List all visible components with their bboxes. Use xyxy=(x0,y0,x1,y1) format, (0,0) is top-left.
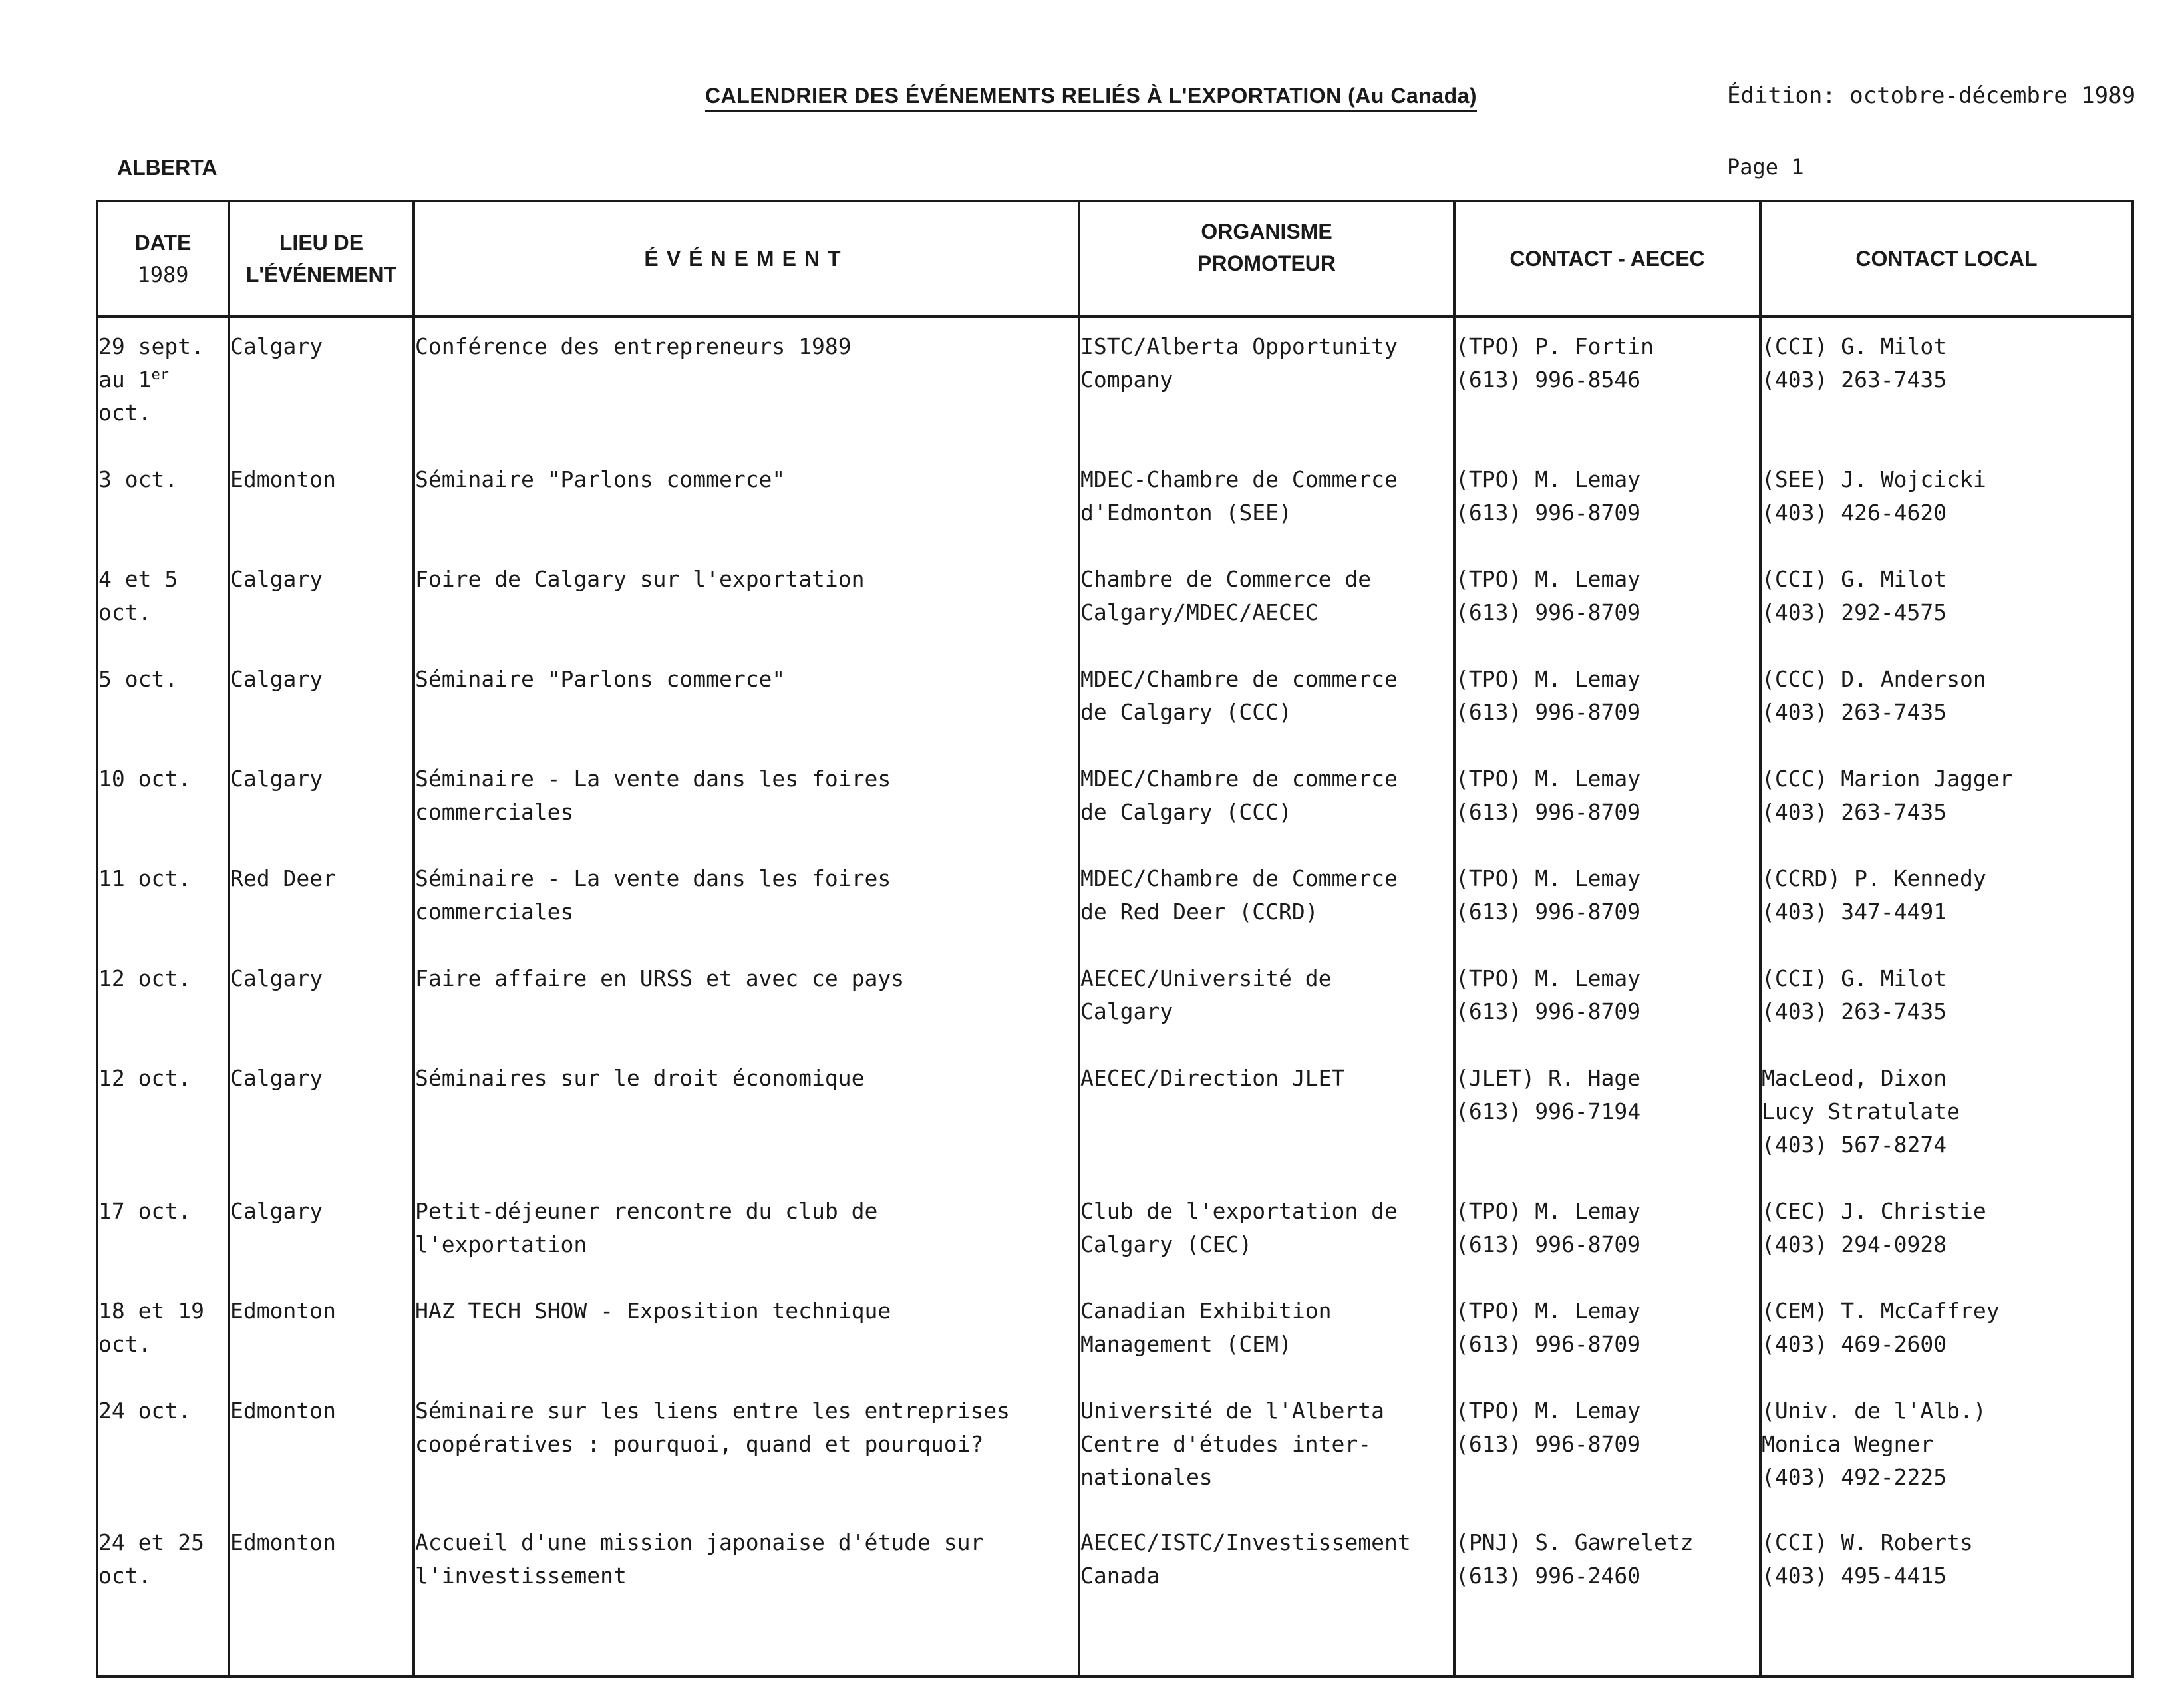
cell-evenement: Séminaire "Parlons commerce" xyxy=(414,451,1079,551)
col-header-evenement: ÉVÉNEMENT xyxy=(414,201,1079,317)
cell-lieu: Calgary xyxy=(229,317,414,451)
cell-lieu: Red Deer xyxy=(229,850,414,950)
cell-contact-local: (CCI) W. Roberts (403) 495-4415 xyxy=(1760,1514,2133,1676)
cell-organisme: AECEC/ISTC/Investissement Canada xyxy=(1079,1514,1454,1676)
cell-contact-aecec: (TPO) M. Lemay (613) 996-8709 xyxy=(1454,1382,1760,1514)
table-row xyxy=(97,750,2133,850)
cell-evenement: Séminaire - La vente dans les foires commerciales xyxy=(414,850,1079,950)
cell-date xyxy=(97,317,229,451)
table-row xyxy=(97,651,2133,750)
cell-date: 24 et 25 oct. xyxy=(97,1514,229,1676)
cell-lieu: Edmonton xyxy=(229,1283,414,1382)
cell-organisme: AECEC/Direction JLET xyxy=(1079,1050,1454,1183)
cell-date: 10 oct. xyxy=(97,750,229,850)
table-row xyxy=(97,1183,2133,1283)
cell-contact-local: (CCI) G. Milot (403) 292-4575 xyxy=(1760,551,2133,651)
cell-lieu: Calgary xyxy=(229,551,414,651)
cell-organisme: MDEC-Chambre de Commerce d'Edmonton (SEE) xyxy=(1079,451,1454,551)
cell-organisme: Chambre de Commerce de Calgary/MDEC/AECEC xyxy=(1079,551,1454,651)
table-row xyxy=(97,950,2133,1050)
cell-contact-local: (CEC) J. Christie (403) 294-0928 xyxy=(1760,1183,2133,1283)
cell-evenement: Séminaire - La vente dans les foires commerciales xyxy=(414,750,1079,850)
date-text-tail: oct. xyxy=(98,400,152,426)
cell-contact-local: (CCC) D. Anderson (403) 263-7435 xyxy=(1760,651,2133,750)
cell-contact-local: (CCI) G. Milot (403) 263-7435 xyxy=(1760,317,2133,451)
cell-contact-aecec: (TPO) M. Lemay (613) 996-8709 xyxy=(1454,551,1760,651)
table-row xyxy=(97,1514,2133,1676)
cell-organisme: ISTC/Alberta Opportunity Company xyxy=(1079,317,1454,451)
cell-evenement: Faire affaire en URSS et avec ce pays xyxy=(414,950,1079,1050)
cell-lieu: Edmonton xyxy=(229,451,414,551)
cell-contact-aecec: (TPO) M. Lemay (613) 996-8709 xyxy=(1454,850,1760,950)
cell-contact-local: (CEM) T. McCaffrey (403) 469-2600 xyxy=(1760,1283,2133,1382)
cell-contact-aecec: (JLET) R. Hage (613) 996-7194 xyxy=(1454,1050,1760,1183)
cell-organisme: AECEC/Université de Calgary xyxy=(1079,950,1454,1050)
cell-evenement: Accueil d'une mission japonaise d'étude sur l'investissement xyxy=(414,1514,1079,1676)
cell-lieu: Calgary xyxy=(229,750,414,850)
cell-lieu: Edmonton xyxy=(229,1514,414,1676)
cell-contact-aecec: (TPO) M. Lemay (613) 996-8709 xyxy=(1454,1183,1760,1283)
col-header-organisme: ORGANISME PROMOTEUR xyxy=(1079,201,1454,317)
col-header-lieu: LIEU DE L'ÉVÉNEMENT xyxy=(229,201,414,317)
province-label: ALBERTA xyxy=(117,156,218,180)
cell-contact-aecec: (PNJ) S. Gawreletz (613) 996-2460 xyxy=(1454,1514,1760,1676)
table-row xyxy=(97,1283,2133,1382)
cell-lieu: Calgary xyxy=(229,1050,414,1183)
cell-date: 17 oct. xyxy=(97,1183,229,1283)
cell-date: 5 oct. xyxy=(97,651,229,750)
cell-date: 12 oct. xyxy=(97,1050,229,1183)
cell-contact-local: (SEE) J. Wojcicki (403) 426-4620 xyxy=(1760,451,2133,551)
table-header-row xyxy=(97,201,2133,317)
cell-contact-local: (CCI) G. Milot (403) 263-7435 xyxy=(1760,950,2133,1050)
cell-contact-aecec: (TPO) M. Lemay (613) 996-8709 xyxy=(1454,651,1760,750)
cell-contact-aecec: (TPO) M. Lemay (613) 996-8709 xyxy=(1454,451,1760,551)
cell-contact-local: (Univ. de l'Alb.) Monica Wegner (403) 492-2225 xyxy=(1760,1382,2133,1514)
cell-contact-aecec: (TPO) M. Lemay (613) 996-8709 xyxy=(1454,750,1760,850)
cell-date: 18 et 19 oct. xyxy=(97,1283,229,1382)
cell-evenement: Séminaire sur les liens entre les entreprises coopératives : pourquoi, quand et pourquoi? xyxy=(414,1382,1079,1514)
cell-contact-local: (CCRD) P. Kennedy (403) 347-4491 xyxy=(1760,850,2133,950)
cell-organisme: MDEC/Chambre de commerce de Calgary (CCC) xyxy=(1079,750,1454,850)
cell-organisme: MDEC/Chambre de commerce de Calgary (CCC) xyxy=(1079,651,1454,750)
col-header-contact-local: CONTACT LOCAL xyxy=(1760,201,2133,317)
cell-contact-aecec: (TPO) M. Lemay (613) 996-8709 xyxy=(1454,1283,1760,1382)
cell-organisme: Université de l'Alberta Centre d'études inter- nationales xyxy=(1079,1382,1454,1514)
cell-evenement: Conférence des entrepreneurs 1989 xyxy=(414,317,1079,451)
cell-lieu: Calgary xyxy=(229,950,414,1050)
cell-evenement: Foire de Calgary sur l'exportation xyxy=(414,551,1079,651)
cell-date: 3 oct. xyxy=(97,451,229,551)
cell-contact-local: (CCC) Marion Jagger (403) 263-7435 xyxy=(1760,750,2133,850)
col-header-date xyxy=(97,201,229,317)
cell-organisme: Canadian Exhibition Management (CEM) xyxy=(1079,1283,1454,1382)
document-title: CALENDRIER DES ÉVÉNEMENTS RELIÉS À L'EXPORTATION (Au Canada) xyxy=(705,84,1477,112)
cell-date: 24 oct. xyxy=(97,1382,229,1514)
cell-contact-aecec: (TPO) P. Fortin (613) 996-8546 xyxy=(1454,317,1760,451)
cell-lieu: Edmonton xyxy=(229,1382,414,1514)
events-table xyxy=(96,200,2134,1678)
table-row xyxy=(97,551,2133,651)
cell-contact-aecec: (TPO) M. Lemay (613) 996-8709 xyxy=(1454,950,1760,1050)
table-row xyxy=(97,451,2133,551)
cell-lieu: Calgary xyxy=(229,1183,414,1283)
col-header-date-year: 1989 xyxy=(137,262,189,287)
cell-contact-local: MacLeod, Dixon Lucy Stratulate (403) 567-8274 xyxy=(1760,1050,2133,1183)
page-number: Page 1 xyxy=(1727,154,1804,180)
cell-date: 12 oct. xyxy=(97,950,229,1050)
table-row xyxy=(97,1382,2133,1514)
table-row xyxy=(97,1050,2133,1183)
cell-evenement: Séminaires sur le droit économique xyxy=(414,1050,1079,1183)
cell-organisme: MDEC/Chambre de Commerce de Red Deer (CCRD) xyxy=(1079,850,1454,950)
cell-evenement: Petit-déjeuner rencontre du club de l'exportation xyxy=(414,1183,1079,1283)
cell-lieu: Calgary xyxy=(229,651,414,750)
cell-date: 11 oct. xyxy=(97,850,229,950)
cell-organisme: Club de l'exportation de Calgary (CEC) xyxy=(1079,1183,1454,1283)
col-header-contact-aecec: CONTACT - AECEC xyxy=(1454,201,1760,317)
table-row xyxy=(97,850,2133,950)
table-row xyxy=(97,317,2133,451)
col-header-date-label: DATE xyxy=(134,231,192,255)
cell-date: 4 et 5 oct. xyxy=(97,551,229,651)
edition-label: Édition: octobre-décembre 1989 xyxy=(1727,82,2136,109)
cell-evenement: HAZ TECH SHOW - Exposition technique xyxy=(414,1283,1079,1382)
date-superscript: er xyxy=(151,367,169,383)
date-text: 29 sept. au 1 xyxy=(98,333,204,392)
cell-evenement: Séminaire "Parlons commerce" xyxy=(414,651,1079,750)
